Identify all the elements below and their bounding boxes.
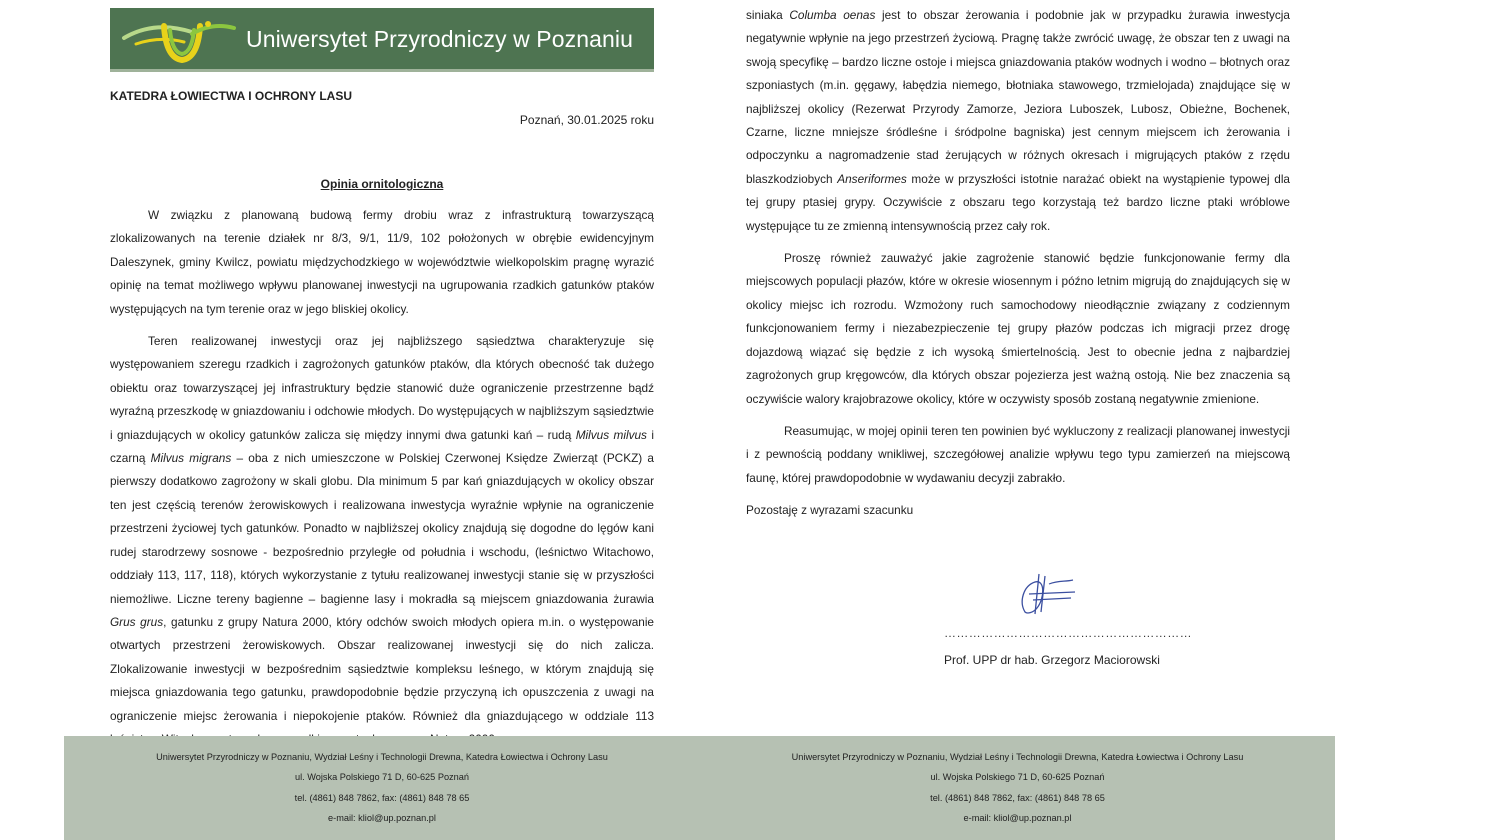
- document-body-left: [110, 204, 654, 760]
- page-footer-right: [700, 736, 1335, 840]
- species-name: Milvus migrans: [150, 451, 232, 466]
- body-paragraph-1: W związku z planowaną budową fermy drobiu wraz z infrastrukturą towarzyszącą zlokalizowanych na terenie działek nr 8/3, 9/1, 11/9, 102 położonych w obrębie ewidencyjnym Daleszynek, gminy Kwilcz, powiatu międzychodzkiego w województwie wielkopolskim pragnę wyrazić opinię na temat możliwego wpływu planowanej inwestycji na ugrupowania rzadkich gatunków ptaków występujących na tym terenie oraz w jego bliskiej okolicy.: [110, 208, 654, 316]
- footer-institution: Uniwersytet Przyrodniczy w Poznaniu, Wydział Leśny i Technologii Drewna, Katedra Łowiectwa i Ochrony Lasu: [791, 752, 1244, 762]
- document-body-right: [746, 4, 1290, 532]
- text-run: – oba z nich umieszczone w Polskiej Czerwonej Księdze Zwierząt (PCKZ) a pierwszy dodatkowo zagrożony w skali globu. Dla minimum 5 par kań gniazdujących w okolicy obszar ten jest częścią terenów żerowiskowych i realizowana inwestycja wyraźnie wpłynie na ograniczenie przestrzeni życiowej tych gatunków. Ponadto w najbliższej okolicy znajdują się dogodne do lęgów kani rudej starodrzewy sosnowe - bezpośrednio przyległe od południa i wschodu, (leśnictwo Witachowo, oddziały 113, 117, 118), których wykorzystanie z tytułu realizowanej inwestycji stanie się w przyszłości niemożliwe. Liczne tereny bagienne – bagienne lasy i mokradła są miejscem gniazdowania żurawia: [110, 451, 654, 606]
- text-run: może w przyszłości istotnie narażać obiekt na wystąpienie typowej dla tej grupy ptasiej grypy. Oczywiście z obszaru tego korzystają też bardzo liczne ptaki wróblowe występujące tu ze zmienną intensywnością przez cały rok.: [746, 171, 1290, 233]
- text-run: jest to obszar żerowania i podobnie jak w przypadku żurawia inwestycja negatywnie wpłynie na jego przestrzeń życiową. Pragnę także zwrócić uwagę, że obszar ten z uwagi na swoją specyfikę – bardzo liczne ostoje i miejsca gniazdowania ptaków wodnych i wodno – błotnych oraz szponiastych (m.in. gęgawy, łabędzia niemego, błotniaka stawowego, trzmielojada) znajdujące się w najbliższej okolicy (Rezerwat Przyrody Zamorze, Jeziora Luboszek, Lubosz, Obieżne, Bochenek, Czarne, liczne mniejsze śródleśne i śródpolne bagniska) jest cennym miejscem ich żerowania i odpoczynku a nagromadzenie stad żerujących w różnych okresach i migrujących ptaków z rzędu blaszkodziobych: [746, 8, 1290, 186]
- university-logo-icon: [120, 14, 238, 68]
- species-name: Anseriformes: [837, 171, 907, 186]
- text-run: i czarną: [110, 427, 654, 466]
- text-run: , gatunku z grupy Natura 2000, który odchów swoich młodych opiera m.in. o występowanie otwartych przestrzeni żerowiskowych. Obszar realizowanej inwestycji się do nich zalicza. Zlokalizowanie inwestycji w bezpośrednim sąsiedztwie kompleksu leśnego, w którym znajdują się miejsca gniazdowania tego gatunku, prawdopodobnie będzie przyczyną ich opuszczenia z uwagi na ograniczenie miejsc żerowania i niepokojenie ptaków. Również dla gniazdującego w oddziale 113: [110, 614, 654, 723]
- document-date: Poznań, 30.01.2025 roku: [519, 113, 654, 127]
- university-header-banner: [110, 8, 654, 72]
- footer-institution: Uniwersytet Przyrodniczy w Poznaniu, Wydział Leśny i Technologii Drewna, Katedra Łowiectwa i Ochrony Lasu: [156, 752, 608, 762]
- body-paragraph-5: Reasumując, w mojej opinii teren ten powinien być wykluczony z realizacji planowanej inwestycji i z pewnością poddany wnikliwej, szczegółowej analizie wpływu tego typu zamierzeń na miejscową faunę, której prawdopodobnie w wydawaniu decyzji zabrakło.: [746, 423, 1290, 485]
- department-name: KATEDRA ŁOWIECTWA I OCHRONY LASU: [110, 89, 352, 103]
- handwritten-signature: [1015, 568, 1079, 620]
- document-title: Opinia ornitologiczna: [320, 177, 444, 191]
- footer-address: ul. Wojska Polskiego 71 D, 60-625 Poznań: [295, 772, 469, 782]
- signature-line: ……………………………………………………: [944, 626, 1192, 640]
- footer-email: e-mail: kliol@up.poznan.pl: [963, 813, 1072, 823]
- species-name: Grus grus: [110, 614, 164, 629]
- text-run: siniaka: [746, 8, 790, 22]
- body-paragraph-2: [110, 330, 654, 751]
- text-run: Teren realizowanej inwestycji oraz jej najbliższego sąsiedztwa charakteryzuje się występowaniem szeregu rzadkich i zagrożonych gatunków ptaków, dla których obecność tak dużego obiektu oraz towarzyszącej jej infrastruktury będzie stanowić duże ograniczenie przestrzenne bądź wyraźną przeszkodę w gniazdowaniu i odchowie młodych. Do występujących w najbliższym sąsiedztwie i gniazdujących w okolicy gatunków zalicza się między innymi dwa gatunki kań – rudą: [110, 334, 654, 442]
- body-paragraph-3: [746, 4, 1290, 238]
- university-name: Uniwersytet Przyrodniczy w Poznaniu: [246, 26, 633, 52]
- document-page-right: [700, 0, 1335, 840]
- closing-line: Pozostaję z wyrazami szacunku: [746, 503, 914, 518]
- species-name: Milvus milvus: [575, 427, 647, 442]
- footer-email: e-mail: kliol@up.poznan.pl: [328, 813, 436, 823]
- page-footer-left: [64, 736, 700, 840]
- document-page-left: [64, 0, 700, 840]
- footer-address: ul. Wojska Polskiego 71 D, 60-625 Poznań: [930, 772, 1105, 782]
- footer-phone: tel. (4861) 848 7862, fax: (4861) 848 78 65: [930, 793, 1105, 803]
- signer-name: Prof. UPP dr hab. Grzegorz Maciorowski: [944, 653, 1160, 667]
- body-paragraph-4: Proszę również zauważyć jakie zagrożenie stanowić będzie funkcjonowanie fermy dla miejscowych populacji płazów, które w okresie wiosennym i późno letnim migrują do znajdujących się w okolicy miejsc ich rozrodu. Wzmożony ruch samochodowy nieodłącznie związany z codziennym funkcjonowaniem fermy i niezabezpieczenie tej grupy płazów podczas ich migracji przez drogę dojazdową wiązać się będzie z ich wysoką śmiertelnością. Jest to obecnie jedna z najbardziej zagrożonych grup kręgowców, dla których obszar pojezierza jest ważną ostoją. Nie bez znaczenia są oczywiście walory krajobrazowe okolicy, które w oczywisty sposób zostaną negatywnie zmienione.: [746, 251, 1290, 406]
- species-name: Columba oenas: [789, 8, 876, 22]
- footer-phone: tel. (4861) 848 7862, fax: (4861) 848 78 65: [294, 793, 470, 803]
